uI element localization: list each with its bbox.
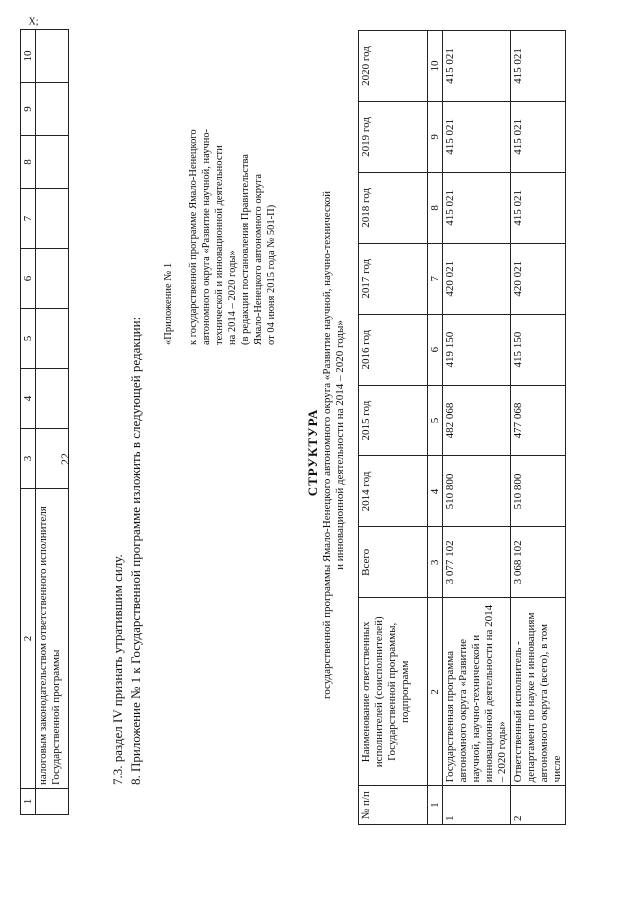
row-num: 1 <box>443 786 511 825</box>
col-number: 10 <box>21 30 36 83</box>
header-2019: 2019 год <box>359 101 428 172</box>
empty-cell <box>36 30 69 83</box>
row-2019: 415 021 <box>443 101 511 172</box>
row-2020: 415 021 <box>443 31 511 102</box>
row-2014: 510 800 <box>443 456 511 527</box>
row-2017: 420 021 <box>511 243 566 314</box>
row-num: 2 <box>511 786 566 825</box>
row-2018: 415 021 <box>511 172 566 243</box>
table-row <box>511 31 566 825</box>
empty-cell <box>36 369 69 429</box>
col-number: 5 <box>21 309 36 369</box>
empty-cell <box>36 789 69 815</box>
appendix-line: к государственной программе Ямало-Ненецкого <box>188 129 199 345</box>
header-2020: 2020 год <box>359 31 428 102</box>
structure-subtitle <box>321 165 347 725</box>
row-text: налоговым законодательством ответственного исполнителя Государственной программы <box>36 489 69 789</box>
header-2015: 2015 год <box>359 385 428 456</box>
empty-cell <box>36 249 69 309</box>
col-number: 6 <box>21 249 36 309</box>
table-row <box>443 31 511 825</box>
col-number: 9 <box>428 101 443 172</box>
column-numbers-row <box>428 31 443 825</box>
empty-cell <box>36 189 69 249</box>
col-number: 7 <box>428 243 443 314</box>
col-number: 2 <box>428 598 443 786</box>
appendix-header <box>162 85 278 345</box>
row-2015: 482 068 <box>443 385 511 456</box>
empty-cell <box>36 136 69 189</box>
col-number: 1 <box>428 786 443 825</box>
item-8: 8. Приложение № 1 к Государственной программе изложить в следующей редакции: <box>128 316 143 785</box>
col-number: 2 <box>21 489 36 789</box>
col-number: 1 <box>21 789 36 815</box>
col-number: 7 <box>21 189 36 249</box>
col-number: 8 <box>21 136 36 189</box>
header-2018: 2018 год <box>359 172 428 243</box>
col-number: 4 <box>428 456 443 527</box>
side-mark: X; <box>28 16 39 28</box>
col-number: 3 <box>21 429 36 489</box>
page-number: 22 <box>58 453 72 465</box>
appendix-title: «Приложение № 1 <box>163 262 174 345</box>
col-number: 8 <box>428 172 443 243</box>
row-total: 3 068 102 <box>511 527 566 598</box>
appendix-line: (в редакции постановления Правительства <box>240 154 251 345</box>
col-number: 6 <box>428 314 443 385</box>
empty-cell <box>36 83 69 136</box>
row-2018: 415 021 <box>443 172 511 243</box>
row-name: Государственная программа автономного округа «Развитие научной, научно-технической и инновационной деятельности на 2014 – 2020 годы» <box>443 598 511 786</box>
header-name: Наименование ответственных исполнителей (соисполнителей) Государственной программы, подпрограмм <box>359 598 428 786</box>
appendix-line: на 2014 – 2020 годы» <box>227 250 238 345</box>
structure-table <box>358 30 566 825</box>
subtitle-line: и инновационной деятельности на 2014 – 2020 годы» <box>334 320 346 570</box>
row-2014: 510 800 <box>511 456 566 527</box>
continuation-column-numbers <box>21 30 36 815</box>
row-2015: 477 068 <box>511 385 566 456</box>
empty-cell <box>36 309 69 369</box>
header-num: № п/п <box>359 786 428 825</box>
row-2017: 420 021 <box>443 243 511 314</box>
continuation-table <box>20 29 69 815</box>
header-2017: 2017 год <box>359 243 428 314</box>
appendix-line: от 04 июня 2015 года № 501-П) <box>266 204 277 345</box>
row-2016: 419 150 <box>443 314 511 385</box>
header-total: Всего <box>359 527 428 598</box>
appendix-line: автономного округа «Развитие научной, научно- <box>201 128 212 345</box>
row-2016: 415 150 <box>511 314 566 385</box>
header-2014: 2014 год <box>359 456 428 527</box>
table-row <box>36 30 69 815</box>
col-number: 10 <box>428 31 443 102</box>
col-number: 9 <box>21 83 36 136</box>
col-number: 3 <box>428 527 443 598</box>
appendix-line: технической и инновационной деятельности <box>214 145 225 345</box>
item-7-3: 7.3. раздел IV признать утратившим силу. <box>110 554 125 785</box>
col-number: 4 <box>21 369 36 429</box>
row-2019: 415 021 <box>511 101 566 172</box>
row-2020: 415 021 <box>511 31 566 102</box>
structure-title: СТРУКТУРА <box>305 408 320 497</box>
row-name: Ответственный исполнитель - департамент по науке и инновациям автономного округа (всего), в том числе <box>511 598 566 786</box>
col-number: 5 <box>428 385 443 456</box>
row-total: 3 077 102 <box>443 527 511 598</box>
appendix-line: Ямало-Ненецкого автономного округа <box>253 173 264 345</box>
header-2016: 2016 год <box>359 314 428 385</box>
table-header-row <box>359 31 428 825</box>
subtitle-line: государственной программы Ямало-Ненецкого автономного округа «Развитие научной, научно-технической <box>321 190 333 700</box>
